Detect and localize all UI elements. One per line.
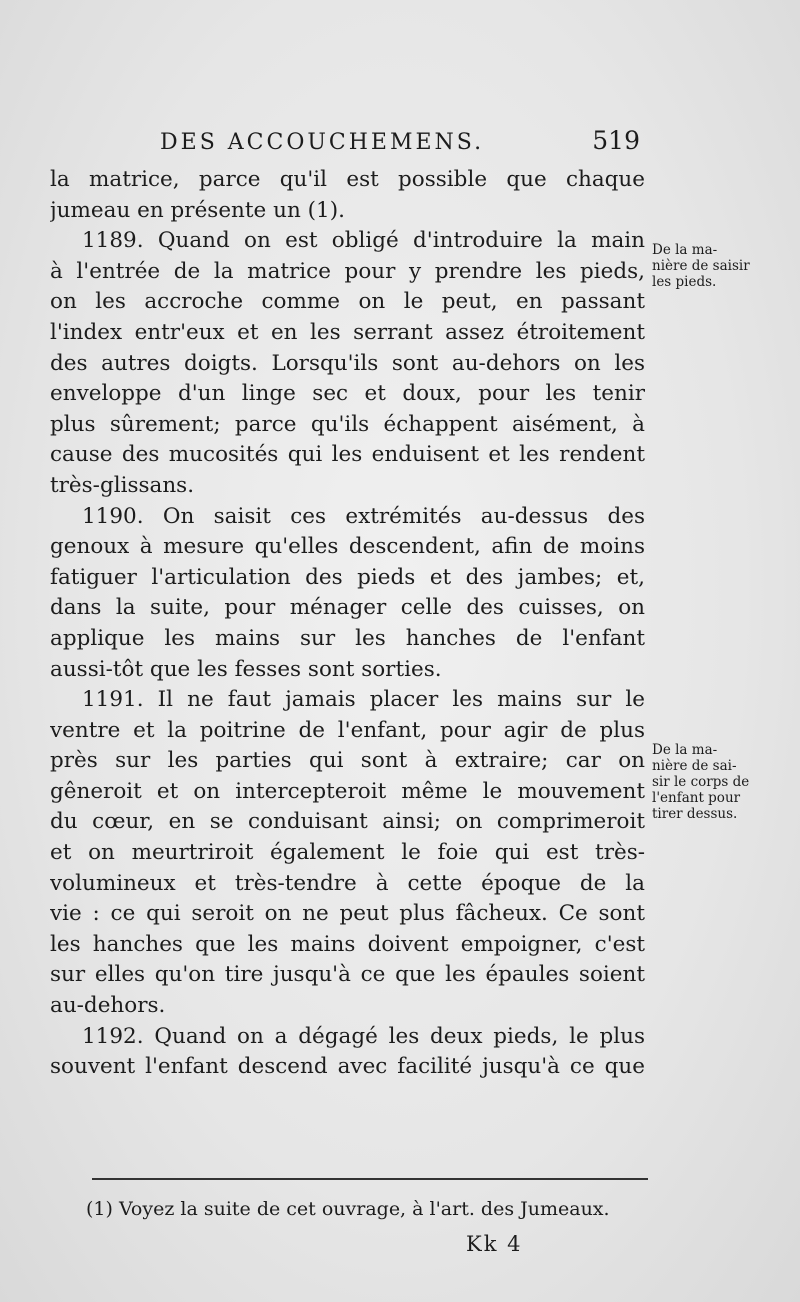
text-line: souvent l'enfant descend avec facilité jusqu'à ce que bbox=[50, 1054, 645, 1080]
text-line: et on meurtriroit également le foie qui est très- bbox=[50, 840, 645, 866]
text-line: près sur les parties qui sont à extraire; car on bbox=[50, 748, 645, 774]
text-line: applique les mains sur les hanches de l'enfant bbox=[50, 625, 645, 651]
text-line: vie : ce qui seroit on ne peut plus fâcheux. Ce sont bbox=[50, 901, 645, 927]
page-header bbox=[160, 126, 640, 160]
margin-note-1 bbox=[652, 242, 797, 290]
text-line: l'index entr'eux et en les serrant assez étroitement bbox=[50, 319, 645, 345]
signature-mark: Kk 4 bbox=[466, 1232, 523, 1256]
margin-note-line: De la ma- bbox=[652, 242, 718, 258]
margin-note-line: les pieds. bbox=[652, 274, 717, 290]
text-line: au-dehors. bbox=[50, 993, 166, 1019]
text-line: 1191. Il ne faut jamais placer les mains sur le bbox=[82, 687, 645, 713]
text-line: gêneroit et on intercepteroit même le mouvement bbox=[50, 778, 645, 804]
text-line: 1189. Quand on est obligé d'introduire la main bbox=[82, 228, 645, 254]
running-head: DES ACCOUCHEMENS. bbox=[160, 130, 485, 155]
footnote-divider bbox=[92, 1178, 648, 1180]
margin-note-line: sir le corps de bbox=[652, 774, 750, 790]
margin-note-line: nière de saisir bbox=[652, 258, 750, 274]
margin-note-2 bbox=[652, 742, 797, 822]
text-line: 1192. Quand on a dégagé les deux pieds, le plus bbox=[82, 1023, 645, 1049]
margin-note-line: l'enfant pour bbox=[652, 790, 741, 806]
text-line: des autres doigts. Lorsqu'ils sont au-dehors on les bbox=[50, 350, 645, 376]
text-line: jumeau en présente un (1). bbox=[50, 197, 345, 223]
page-number: 519 bbox=[592, 126, 640, 155]
text-line: enveloppe d'un linge sec et doux, pour les tenir bbox=[50, 381, 645, 407]
margin-note-line: De la ma- bbox=[652, 742, 718, 758]
text-line: très-glissans. bbox=[50, 472, 195, 498]
text-line: fatiguer l'articulation des pieds et des jambes; et, bbox=[50, 564, 645, 590]
text-line: on les accroche comme on le peut, en passant bbox=[50, 289, 645, 315]
text-line: genoux à mesure qu'elles descendent, afin de moins bbox=[50, 534, 645, 560]
text-line: plus sûrement; parce qu'ils échappent aisément, à bbox=[50, 411, 645, 437]
text-line: 1190. On saisit ces extrémités au-dessus des bbox=[82, 503, 645, 529]
text-line: ventre et la poitrine de l'enfant, pour agir de plus bbox=[50, 717, 645, 743]
margin-note-line: nière de sai- bbox=[652, 758, 737, 774]
text-line: dans la suite, pour ménager celle des cuisses, on bbox=[50, 595, 645, 621]
text-line: à l'entrée de la matrice pour y prendre les pieds, bbox=[50, 258, 645, 284]
text-line: volumineux et très-tendre à cette époque de la bbox=[50, 870, 645, 896]
text-line: la matrice, parce qu'il est possible que chaque bbox=[50, 167, 645, 192]
text-line: cause des mucosités qui les enduisent et les rendent bbox=[50, 442, 645, 468]
footnote: (1) Voyez la suite de cet ouvrage, à l'art. des Jumeaux. bbox=[86, 1198, 610, 1220]
text-line: aussi-tôt que les fesses sont sorties. bbox=[50, 656, 442, 682]
body-text bbox=[50, 165, 645, 1083]
text-line: du cœur, en se conduisant ainsi; on comprimeroit bbox=[50, 809, 645, 835]
text-line: les hanches que les mains doivent empoigner, c'est bbox=[50, 931, 645, 957]
text-line: sur elles qu'on tire jusqu'à ce que les épaules soient bbox=[50, 962, 645, 988]
margin-note-line: tirer dessus. bbox=[652, 806, 738, 822]
